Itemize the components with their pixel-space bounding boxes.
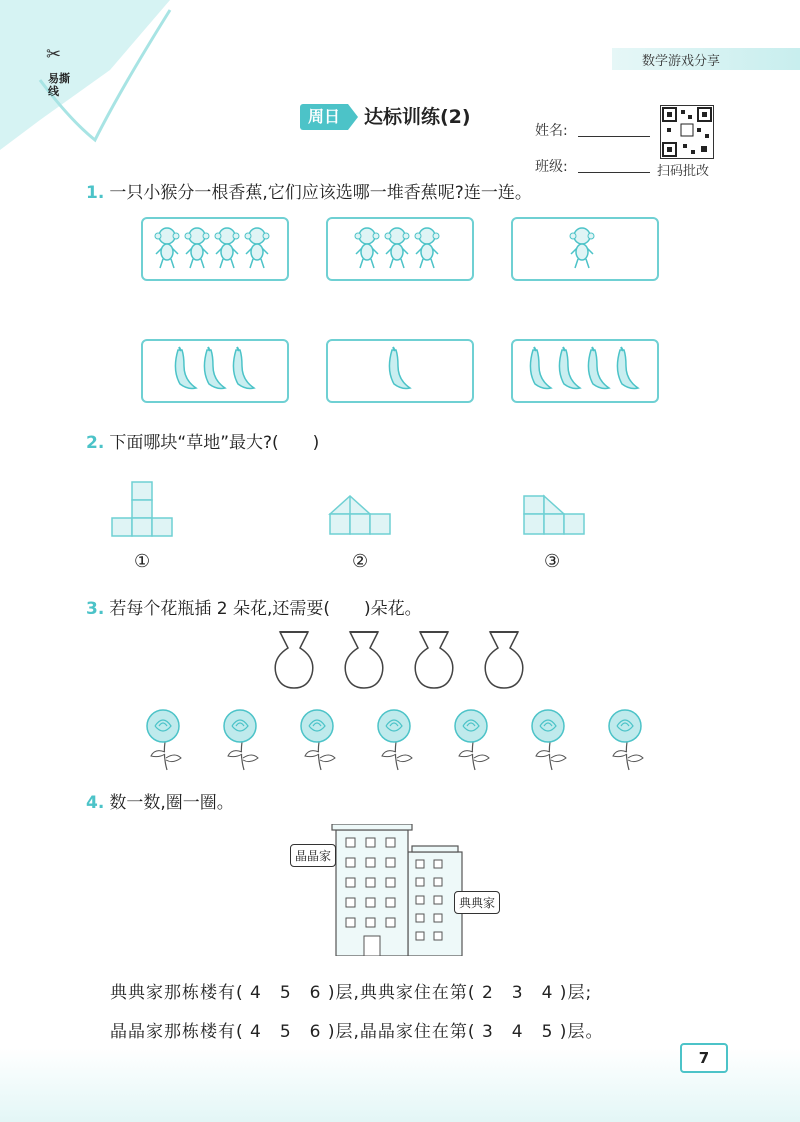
monkey-icon	[353, 226, 381, 270]
class-label: 班级:	[535, 159, 568, 175]
banana-icon	[525, 346, 553, 392]
answer-line-1[interactable]: 典典家那栋楼有( 4 5 6 )层,典典家住在第( 2 3 4 )层;	[110, 983, 593, 1003]
name-label: 姓名:	[535, 123, 568, 139]
question-2	[86, 428, 319, 453]
vase-icon	[340, 630, 388, 690]
question-number: 1.	[86, 183, 105, 203]
banana-icon	[228, 346, 256, 392]
class-field[interactable]	[578, 156, 650, 173]
monkey-icon	[213, 226, 241, 270]
option-2-label: ②	[352, 551, 369, 572]
flower-icon	[218, 708, 266, 772]
day-badge: 周日	[300, 104, 348, 130]
monkey-icon	[153, 226, 181, 270]
banana-icon	[384, 346, 412, 392]
question-text: 数一数,圈一圈。	[109, 793, 234, 813]
page-number: 7	[680, 1043, 728, 1073]
grass-shape-3[interactable]	[522, 494, 586, 538]
answer-line-2[interactable]: 晶晶家那栋楼有( 4 5 6 )层,晶晶家住在第( 3 4 5 )层。	[110, 1022, 604, 1042]
diandian-home-label: 典典家	[454, 891, 500, 914]
section-title: 数学游戏分享	[641, 54, 720, 69]
corner-decoration	[0, 0, 200, 200]
flower-icon	[141, 708, 189, 772]
grass-shape-2[interactable]	[328, 494, 394, 538]
qr-code-icon[interactable]	[660, 105, 714, 159]
scan-label: 扫码批改	[657, 164, 710, 179]
banana-icon	[583, 346, 611, 392]
option-3-label: ③	[544, 551, 561, 572]
question-3	[86, 594, 422, 619]
vase-icon	[410, 630, 458, 690]
day-badge-arrow	[348, 104, 358, 130]
monkey-icon	[183, 226, 211, 270]
question-4	[86, 788, 234, 813]
question-number: 3.	[86, 599, 105, 619]
scissors-icon: ✂	[46, 44, 62, 65]
banana-icon	[554, 346, 582, 392]
tear-line-label: 易撕线	[48, 72, 70, 98]
question-number: 2.	[86, 433, 105, 453]
question-number: 4.	[86, 793, 105, 813]
flower-icon	[449, 708, 497, 772]
banana-icon	[612, 346, 640, 392]
buildings-illustration	[330, 824, 470, 956]
banana-icon	[199, 346, 227, 392]
page-title: 达标训练(2)	[364, 106, 471, 128]
name-field[interactable]	[578, 120, 650, 137]
flower-icon	[295, 708, 343, 772]
grass-shape-1[interactable]	[110, 480, 174, 540]
monkey-icon	[243, 226, 271, 270]
flower-icon	[372, 708, 420, 772]
flower-icon	[603, 708, 651, 772]
monkey-icon	[568, 226, 596, 270]
monkey-icon	[413, 226, 441, 270]
jingjing-home-label: 晶晶家	[290, 844, 336, 867]
vase-icon	[480, 630, 528, 690]
question-text: 若每个花瓶插 2 朵花,还需要( )朵花。	[109, 599, 422, 619]
question-text: 下面哪块“草地”最大?( )	[109, 433, 320, 453]
monkey-icon	[383, 226, 411, 270]
option-1-label: ①	[134, 551, 151, 572]
vase-icon	[270, 630, 318, 690]
banana-icon	[170, 346, 198, 392]
question-1	[86, 178, 532, 203]
question-text: 一只小猴分一根香蕉,它们应该选哪一堆香蕉呢?连一连。	[109, 183, 532, 203]
flower-icon	[526, 708, 574, 772]
